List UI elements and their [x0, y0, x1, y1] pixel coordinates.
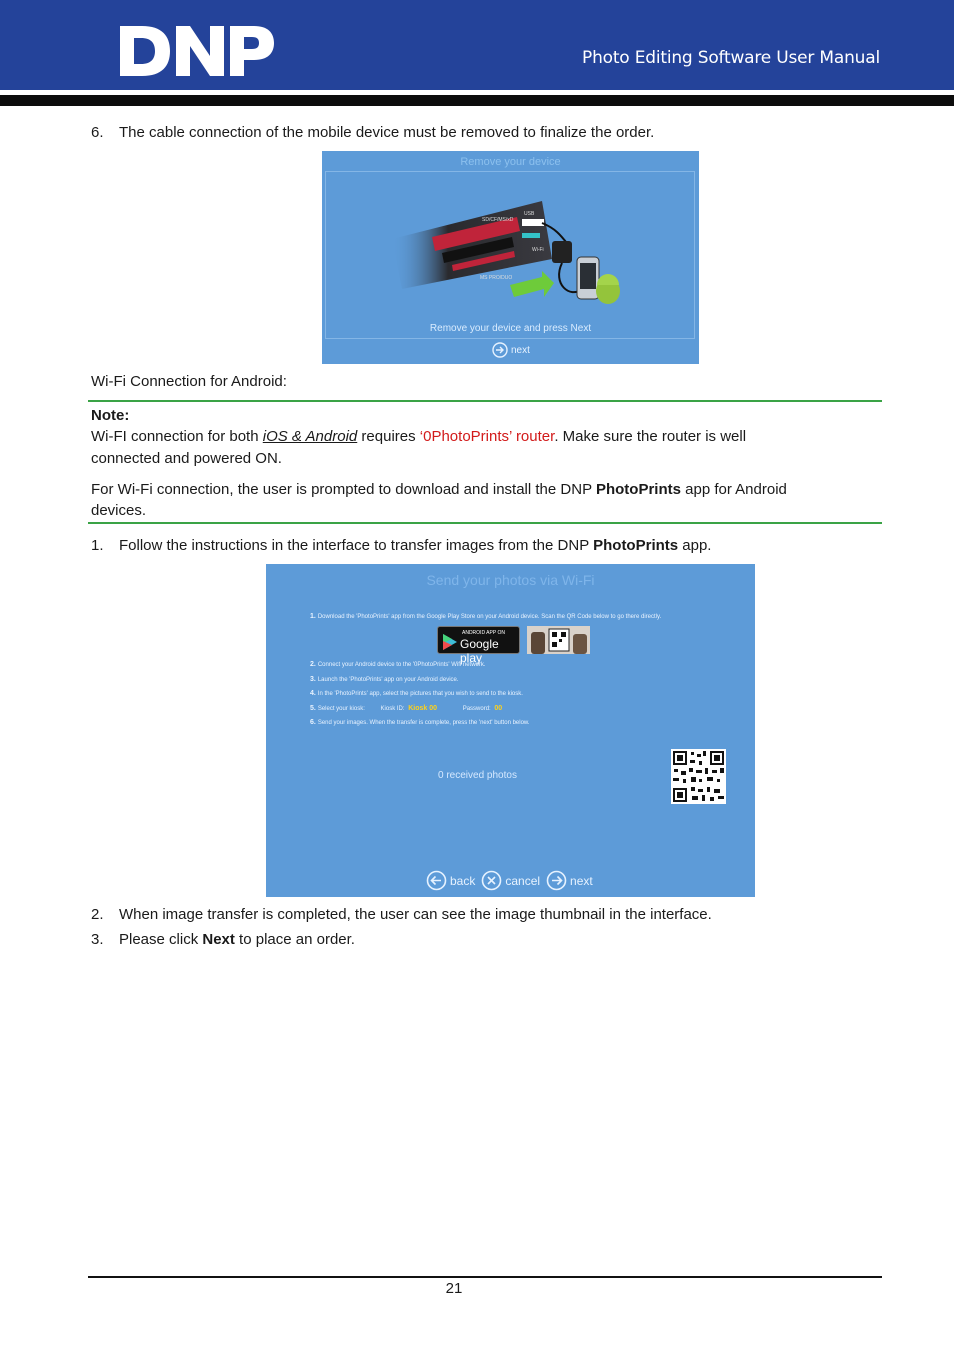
page-number: 21 [445, 1280, 463, 1297]
app-name: PhotoPrints [593, 537, 679, 554]
step-text: In the 'PhotoPrints' app, select the pictures that you wish to send to the kiosk. [317, 691, 523, 697]
step-number: 3. [310, 676, 316, 683]
phone-scanning-qr-image [527, 626, 590, 654]
port-label: SD/CF/MS/xD [482, 217, 514, 223]
kiosk-id-label: Kiosk ID: [380, 706, 405, 712]
list-number: 3. [91, 931, 104, 948]
list-item-text [119, 535, 711, 556]
note-paragraph-2 [91, 479, 787, 500]
step-text: Connect your Android device to the '0PhotoPrints' Wifi network. [317, 662, 486, 668]
instruction-step [310, 613, 661, 620]
next-emphasis: Next [202, 931, 235, 948]
list-number: 1. [91, 537, 104, 554]
note-top-rule [88, 400, 882, 402]
list-item-text [119, 929, 355, 950]
note-bottom-rule [88, 522, 882, 524]
cancel-button[interactable] [481, 870, 540, 891]
platform-link[interactable]: iOS & Android [262, 428, 358, 445]
back-button-label: back [450, 873, 476, 888]
dnp-logo [118, 24, 276, 78]
next-button[interactable] [546, 870, 593, 891]
item-text: to place an order. [234, 931, 355, 948]
list-number: 6. [91, 124, 104, 141]
list-number: 2. [91, 906, 104, 923]
note-paragraph-1-line-2: connected and powered ON. [91, 450, 282, 467]
google-play-badge[interactable] [437, 626, 520, 665]
close-circle-icon [481, 870, 502, 891]
step-number: 4. [310, 690, 316, 697]
note-paragraph-2-line-2: devices. [91, 502, 147, 519]
instruction-step [310, 661, 486, 668]
instruction-step [310, 690, 523, 697]
note-text: Wi-FI connection for both [91, 428, 263, 445]
item-text: Please click [119, 931, 203, 948]
wifi-transfer-screenshot [266, 564, 755, 897]
card-reader-illustration [392, 189, 632, 319]
step-number: 2. [310, 661, 316, 668]
section-heading: Wi-Fi Connection for Android: [91, 373, 287, 390]
arrow-right-circle-icon [492, 342, 508, 358]
port-label: USB [524, 211, 535, 217]
password-value: 00 [494, 705, 503, 712]
screenshot-title: Remove your device [460, 156, 561, 168]
google-play-small-label: ANDROID APP ON [462, 630, 505, 636]
list-item-text: The cable connection of the mobile device must be removed to finalize the order. [119, 124, 655, 141]
step-text: Launch the 'PhotoPrints' app on your Android device. [317, 677, 459, 683]
note-label [91, 405, 129, 426]
next-button-label: next [570, 873, 593, 888]
list-item-text: When image transfer is completed, the user can see the image thumbnail in the interface. [119, 906, 712, 923]
arrow-left-circle-icon [426, 870, 447, 891]
instruction-step [310, 705, 504, 712]
screenshot-caption: Remove your device and press Next [429, 323, 592, 334]
port-label: Wi-Fi [532, 247, 544, 253]
arrow-right-circle-icon [546, 870, 567, 891]
step-number: 5. [310, 705, 316, 712]
step-text: Send your images. When the transfer is complete, press the 'next' button below. [317, 720, 530, 726]
step-number: 1. [310, 613, 316, 620]
note-text: app for Android [680, 481, 787, 498]
next-button-label: next [511, 344, 530, 356]
note-text: requires [357, 428, 420, 445]
step-text: Select your kiosk: [317, 706, 365, 712]
note-paragraph-1 [91, 426, 746, 447]
kiosk-id-value: Kiosk 00 [408, 705, 438, 712]
wizard-navigation [426, 870, 593, 891]
page-header [0, 0, 954, 90]
item-text: app. [678, 537, 712, 554]
next-button[interactable] [492, 342, 530, 358]
router-name: ‘0PhotoPrints’ router [419, 428, 555, 445]
port-label: MS PRO/DUO [480, 275, 513, 281]
step-text: Download the 'PhotoPrints' app from the Google Play Store on your Android device. Scan the QR Code below to go there directly. [317, 614, 662, 620]
received-photos-count: 0 received photos [438, 770, 517, 781]
header-divider-thick [0, 95, 954, 106]
app-name: PhotoPrints [595, 481, 681, 498]
header-title: Photo Editing Software User Manual [582, 48, 880, 68]
qr-code-icon [671, 749, 726, 804]
note-text: For Wi-Fi connection, the user is prompted to download and install the DNP [91, 481, 596, 498]
qr-scan-photo [527, 626, 590, 654]
footer-rule [88, 1276, 882, 1278]
note-text: . Make sure the router is well [554, 428, 747, 445]
instruction-step [310, 719, 530, 726]
cancel-button-label: cancel [505, 873, 541, 888]
password-label: Password: [462, 706, 491, 712]
instruction-step [310, 676, 459, 683]
play-store-icon [443, 634, 457, 650]
note-label-text: Note: [91, 407, 130, 424]
google-play-label: Google play [460, 637, 499, 665]
screenshot-title: Send your photos via Wi-Fi [426, 572, 595, 588]
remove-device-screenshot [322, 151, 699, 364]
header-divider-thin [0, 90, 954, 93]
step-number: 6. [310, 719, 316, 726]
item-text: Follow the instructions in the interface to transfer images from the DNP [119, 537, 594, 554]
back-button[interactable] [426, 870, 475, 891]
